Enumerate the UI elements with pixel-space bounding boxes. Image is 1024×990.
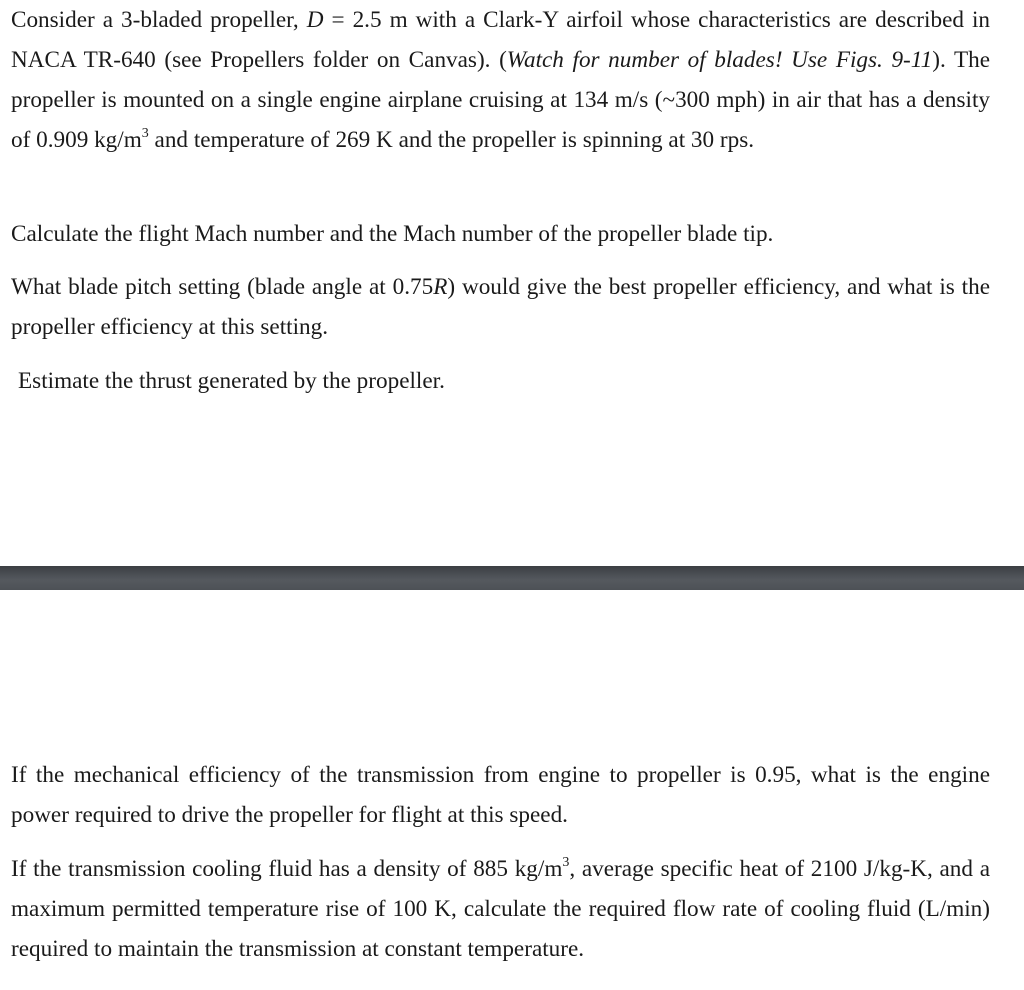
intro-text-1: Consider a 3-bladed propeller,: [11, 7, 307, 33]
question-pitch: [11, 267, 990, 347]
diameter-symbol: D: [306, 7, 324, 33]
intro-text-2: = 2.5 m with a Clark-Y airfoil whose characteristics are described in NACA TR-640 (see Propellers folder on Canvas). (: [11, 7, 990, 73]
section-divider: [0, 566, 1024, 590]
density-exponent: 3: [141, 126, 149, 141]
problem-intro: [11, 0, 990, 160]
cooling-text-2: , average specific heat of 2100 J/kg-K, and a maximum permitted temperature rise of 100 K, calculate the required flow rate of cooling fluid (L/min) required to maintain the transmission at constant temperature.: [11, 856, 990, 962]
question-engine-power: If the mechanical efficiency of the transmission from engine to propeller is 0.95, what is the engine power required to drive the propeller for flight at this speed.: [11, 762, 990, 828]
radius-symbol: R: [433, 274, 448, 300]
pitch-text-1: What blade pitch setting (blade angle at 0.75: [11, 274, 434, 300]
cooling-text-1: If the transmission cooling fluid has a density of 885 kg/m: [11, 856, 563, 882]
blades-note: Watch for number of blades! Use Figs. 9-11: [506, 47, 933, 73]
question-mach: Calculate the flight Mach number and the Mach number of the propeller blade tip.: [11, 221, 774, 247]
intro-text-4: and temperature of 269 K and the propeller is spinning at 30 rps.: [148, 127, 755, 153]
cooling-density-exponent: 3: [562, 855, 570, 870]
question-cooling: [11, 849, 990, 969]
pitch-text-2: ) would give the best propeller efficiency, and what is the propeller efficiency at this setting.: [11, 274, 990, 340]
question-thrust: Estimate the thrust generated by the propeller.: [18, 368, 445, 394]
intro-text-3: ). The propeller is mounted on a single engine airplane cruising at 134 m/s (~300 mph) in air that has a density of 0.909 kg/m: [11, 47, 990, 153]
